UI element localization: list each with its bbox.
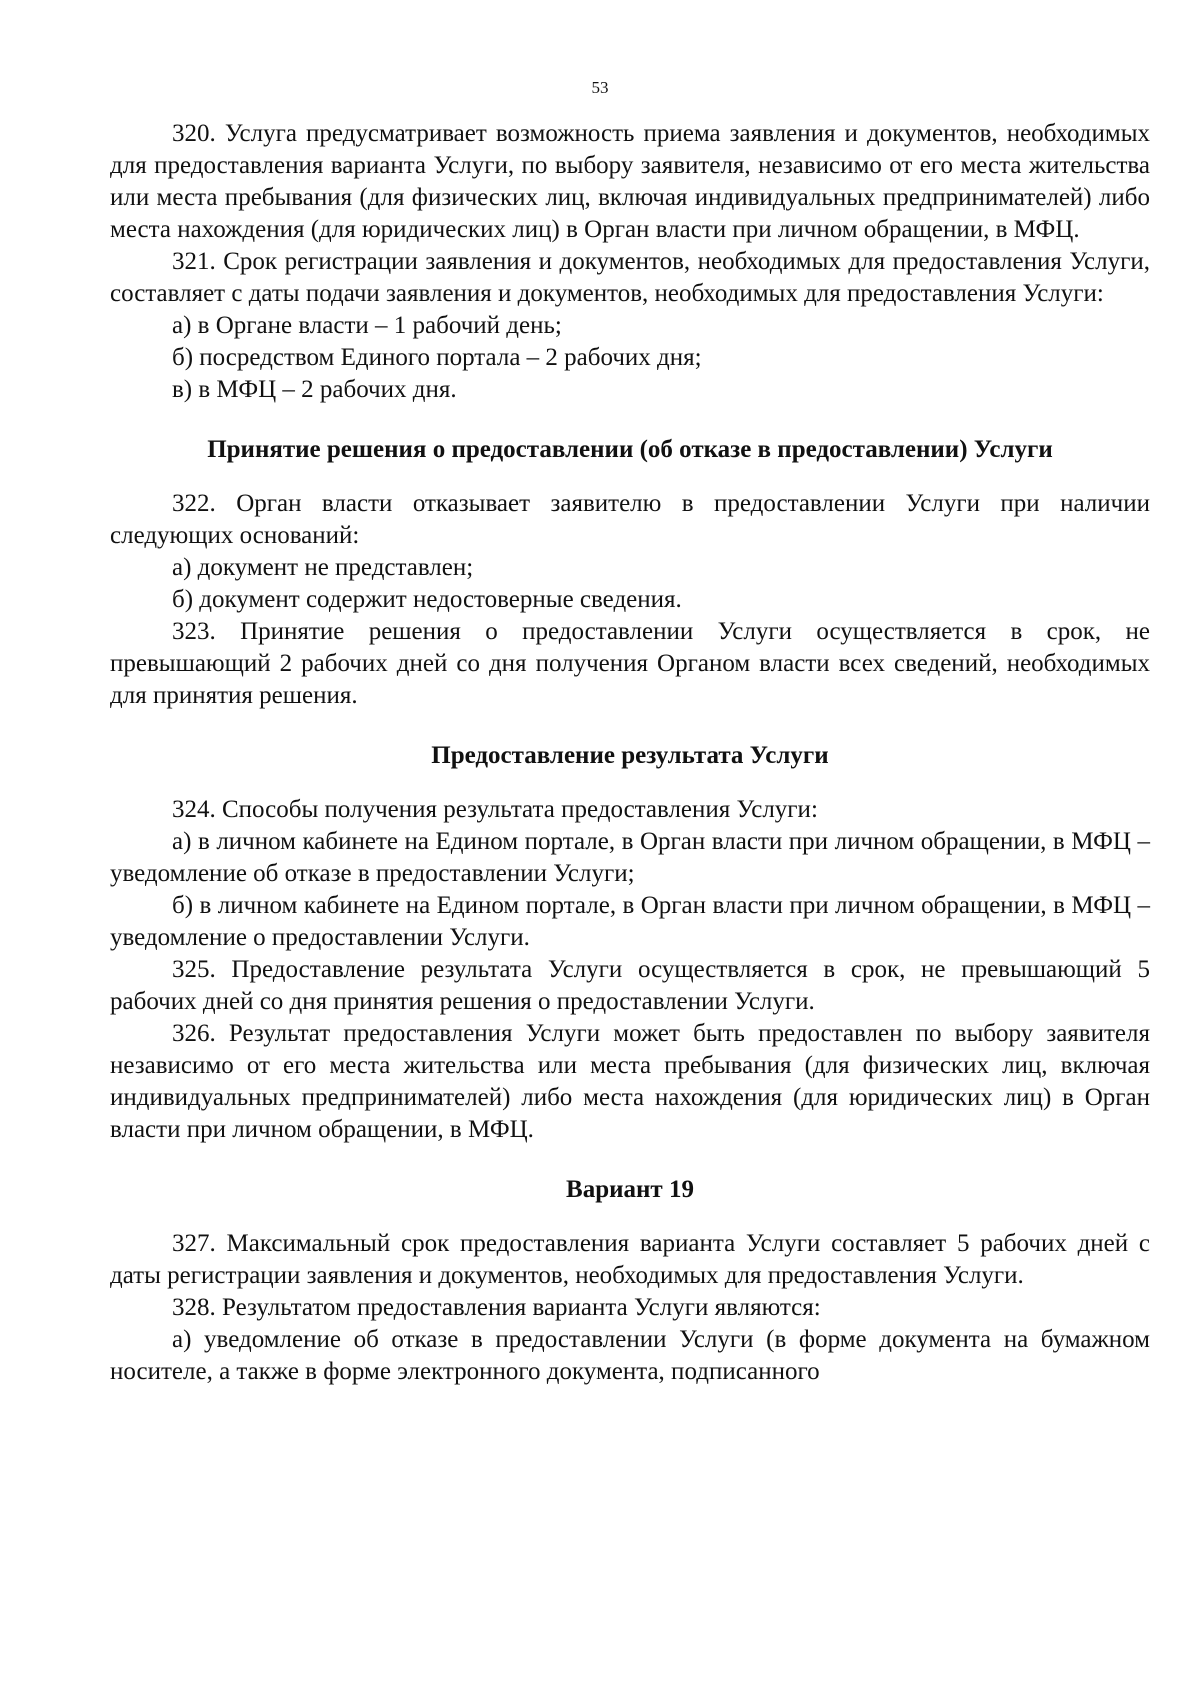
paragraph-324: 324. Способы получения результата предоставления Услуги: (172, 796, 818, 823)
list-item-a: а) в Органе власти – 1 рабочий день; (172, 312, 562, 339)
spacer (110, 466, 1150, 488)
spacer (110, 772, 1150, 794)
spacer (110, 712, 1150, 740)
spacer (110, 1206, 1150, 1228)
paragraph-328: 328. Результатом предоставления варианта Услуги являются: (172, 1294, 821, 1321)
section-heading-variant-19: Вариант 19 (566, 1176, 694, 1203)
paragraph-326: 326. Результат предоставления Услуги может быть предоставлен по выбору заявителя независимо от его места жительства или места пребывания (для физических лиц, включая индивидуальных предпринимателей) либо места нахождения (для юридических лиц) в Орган власти при личном обращении, в МФЦ. (110, 1020, 1150, 1143)
list-item-a: а) документ не представлен; (172, 554, 474, 581)
paragraph-322: 322. Орган власти отказывает заявителю в предоставлении Услуги при наличии следующих оснований: (110, 490, 1150, 549)
document-body (110, 118, 1150, 1388)
section-heading-decision: Принятие решения о предоставлении (об отказе в предоставлении) Услуги (207, 436, 1053, 463)
list-item-a: а) в личном кабинете на Едином портале, в Орган власти при личном обращении, в МФЦ – уведомление об отказе в предоставлении Услуги; (110, 828, 1150, 887)
spacer (110, 1146, 1150, 1174)
spacer (110, 406, 1150, 434)
page-number: 53 (591, 78, 609, 97)
paragraph-323: 323. Принятие решения о предоставлении Услуги осуществляется в срок, не превышающий 2 рабочих дней со дня получения Органом власти всех сведений, необходимых для принятия решения. (110, 618, 1150, 709)
section-heading-result: Предоставление результата Услуги (431, 742, 829, 769)
paragraph-327: 327. Максимальный срок предоставления варианта Услуги составляет 5 рабочих дней с даты регистрации заявления и документов, необходимых для предоставления Услуги. (110, 1230, 1150, 1289)
paragraph-320: 320. Услуга предусматривает возможность приема заявления и документов, необходимых для предоставления варианта Услуги, по выбору заявителя, независимо от его места жительства или места пребывания (для физических лиц, включая индивидуальных предпринимателей) либо места нахождения (для юридических лиц) в Орган власти при личном обращении, в МФЦ. (110, 120, 1150, 243)
paragraph-325: 325. Предоставление результата Услуги осуществляется в срок, не превышающий 5 рабочих дней со дня принятия решения о предоставлении Услуги. (110, 956, 1150, 1015)
list-item-b: б) документ содержит недостоверные сведения. (172, 586, 682, 613)
list-item-b: б) в личном кабинете на Едином портале, в Орган власти при личном обращении, в МФЦ – уведомление о предоставлении Услуги. (110, 892, 1150, 951)
list-item-v: в) в МФЦ – 2 рабочих дня. (172, 376, 457, 403)
list-item-b: б) посредством Единого портала – 2 рабочих дня; (172, 344, 702, 371)
paragraph-321: 321. Срок регистрации заявления и документов, необходимых для предоставления Услуги, составляет с даты подачи заявления и документов, необходимых для предоставления Услуги: (110, 248, 1150, 307)
list-item-a: а) уведомление об отказе в предоставлении Услуги (в форме документа на бумажном носителе, а также в форме электронного документа, подписанного (110, 1326, 1150, 1385)
